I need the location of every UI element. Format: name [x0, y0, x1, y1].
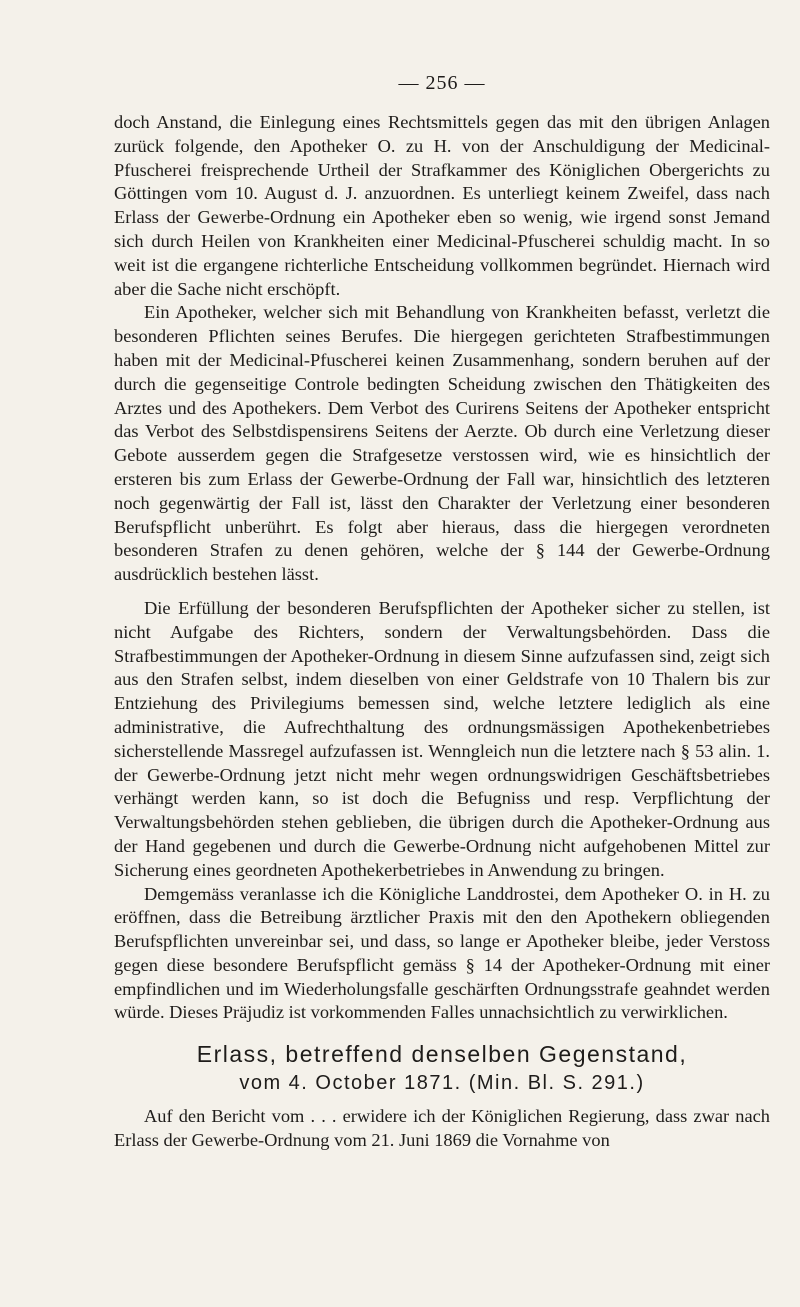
- paragraph-final: Auf den Bericht vom . . . erwidere ich der Königlichen Regierung, dass zwar nach Erlass der Gewerbe-Ordnung vom 21. Juni 1869 die Vornahme von: [114, 1106, 770, 1151]
- page-number: — 256 —: [398, 72, 486, 94]
- heading-title: Erlass, betreffend denselben Gegenstand,: [196, 1041, 688, 1068]
- section-heading: [114, 1039, 770, 1097]
- page-content: [114, 72, 770, 1153]
- paragraph-3: Die Erfüllung der besonderen Berufspflichten der Apotheker sicher zu stellen, ist nicht Aufgabe des Richters, sondern der Verwaltungsbehörden. Dass die Strafbestimmungen der Apotheker-Ordnung in diesem Sinne aufzufassen sind, zeigt sich aus den Strafen selbst, indem dieselben von einer Geldstrafe von 10 Thalern bis zur Entziehung des Privilegiums bemessen sind, welche letztere lediglich als eine administrative, die Aufrechthaltung des ordnungsmässigen Apothekenbetriebes sicherstellende Massregel aufzufassen ist. Wenngleich nun die letztere nach § 53 alin. 1. der Gewerbe-Ordnung jetzt nicht mehr wegen ordnungswidrigen Geschäftsbetriebes verhängt werden kann, so ist doch die Befugniss und resp. Verpflichtung der Verwaltungsbehörden stehen geblieben, die übrigen durch die Apotheker-Ordnung aus der Hand gegebenen und durch die Gewerbe-Ordnung nicht aufgehobenen Mittel zur Sicherung eines geordneten Apothekerbetriebes in Anwendung zu bringen.: [114, 597, 770, 880]
- heading-date: vom 4. October 1871. (Min. Bl. S. 291.): [239, 1072, 645, 1095]
- paragraph-2: Ein Apotheker, welcher sich mit Behandlung von Krankheiten befasst, verletzt die besonderen Pflichten seines Berufes. Die hiergegen gerichteten Strafbestimmungen haben mit der Medicinal-Pfuscherei keinen Zusammenhang, sondern beruhen auf der durch die gegenseitige Controle bedingten Scheidung zwischen den Thätigkeiten des Arztes und des Apothekers. Dem Verbot des Curirens Seitens der Apotheker entspricht das Verbot des Selbstdispensirens Seitens der Aerzte. Ob durch eine Verletzung dieser Gebote ausserdem gegen die Strafgesetze verstossen wird, wie es hinsichtlich der ersteren bis zum Erlass der Gewerbe-Ordnung der Fall war, hinsichtlich des letzteren noch gegenwärtig der Fall ist, lässt den Charakter der Verletzung einer besonderen Berufspflicht unberührt. Es folgt aber hieraus, dass die hiergegen verordneten besonderen Strafen zu denen gehören, welche der § 144 der Gewerbe-Ordnung ausdrücklich bestehen lässt.: [114, 302, 770, 585]
- paragraph-1: doch Anstand, die Einlegung eines Rechtsmittels gegen das mit den übrigen Anlagen zurück folgende, den Apotheker O. zu H. von der Anschuldigung der Medicinal-Pfuscherei freisprechende Urtheil der Strafkammer des Königlichen Obergerichts zu Göttingen vom 10. August d. J. anzuordnen. Es unterliegt keinem Zweifel, dass nach Erlass der Gewerbe-Ordnung ein Apotheker eben so wenig, wie irgend sonst Jemand sich durch Heilen von Krankheiten einer Medicinal-Pfuscherei schuldig macht. In so weit ist die ergangene richterliche Entscheidung vollkommen begründet. Hiernach wird aber die Sache nicht erschöpft.: [114, 112, 770, 299]
- paragraph-4: Demgemäss veranlasse ich die Königliche Landdrostei, dem Apotheker O. in H. zu eröffnen, dass die Betreibung ärztlicher Praxis mit den den Apothekern obliegenden Berufspflichten unvereinbar sei, und dass, so lange er Apotheker bleibe, jeder Verstoss gegen diese besondere Berufspflicht gemäss § 14 der Apotheker-Ordnung mit einer empfindlichen und im Wiederholungsfalle geschärften Ordnungsstrafe geahndet werden würde. Dieses Präjudiz ist vorkommenden Falles unnachsichtlich zu verwirklichen.: [114, 883, 770, 1023]
